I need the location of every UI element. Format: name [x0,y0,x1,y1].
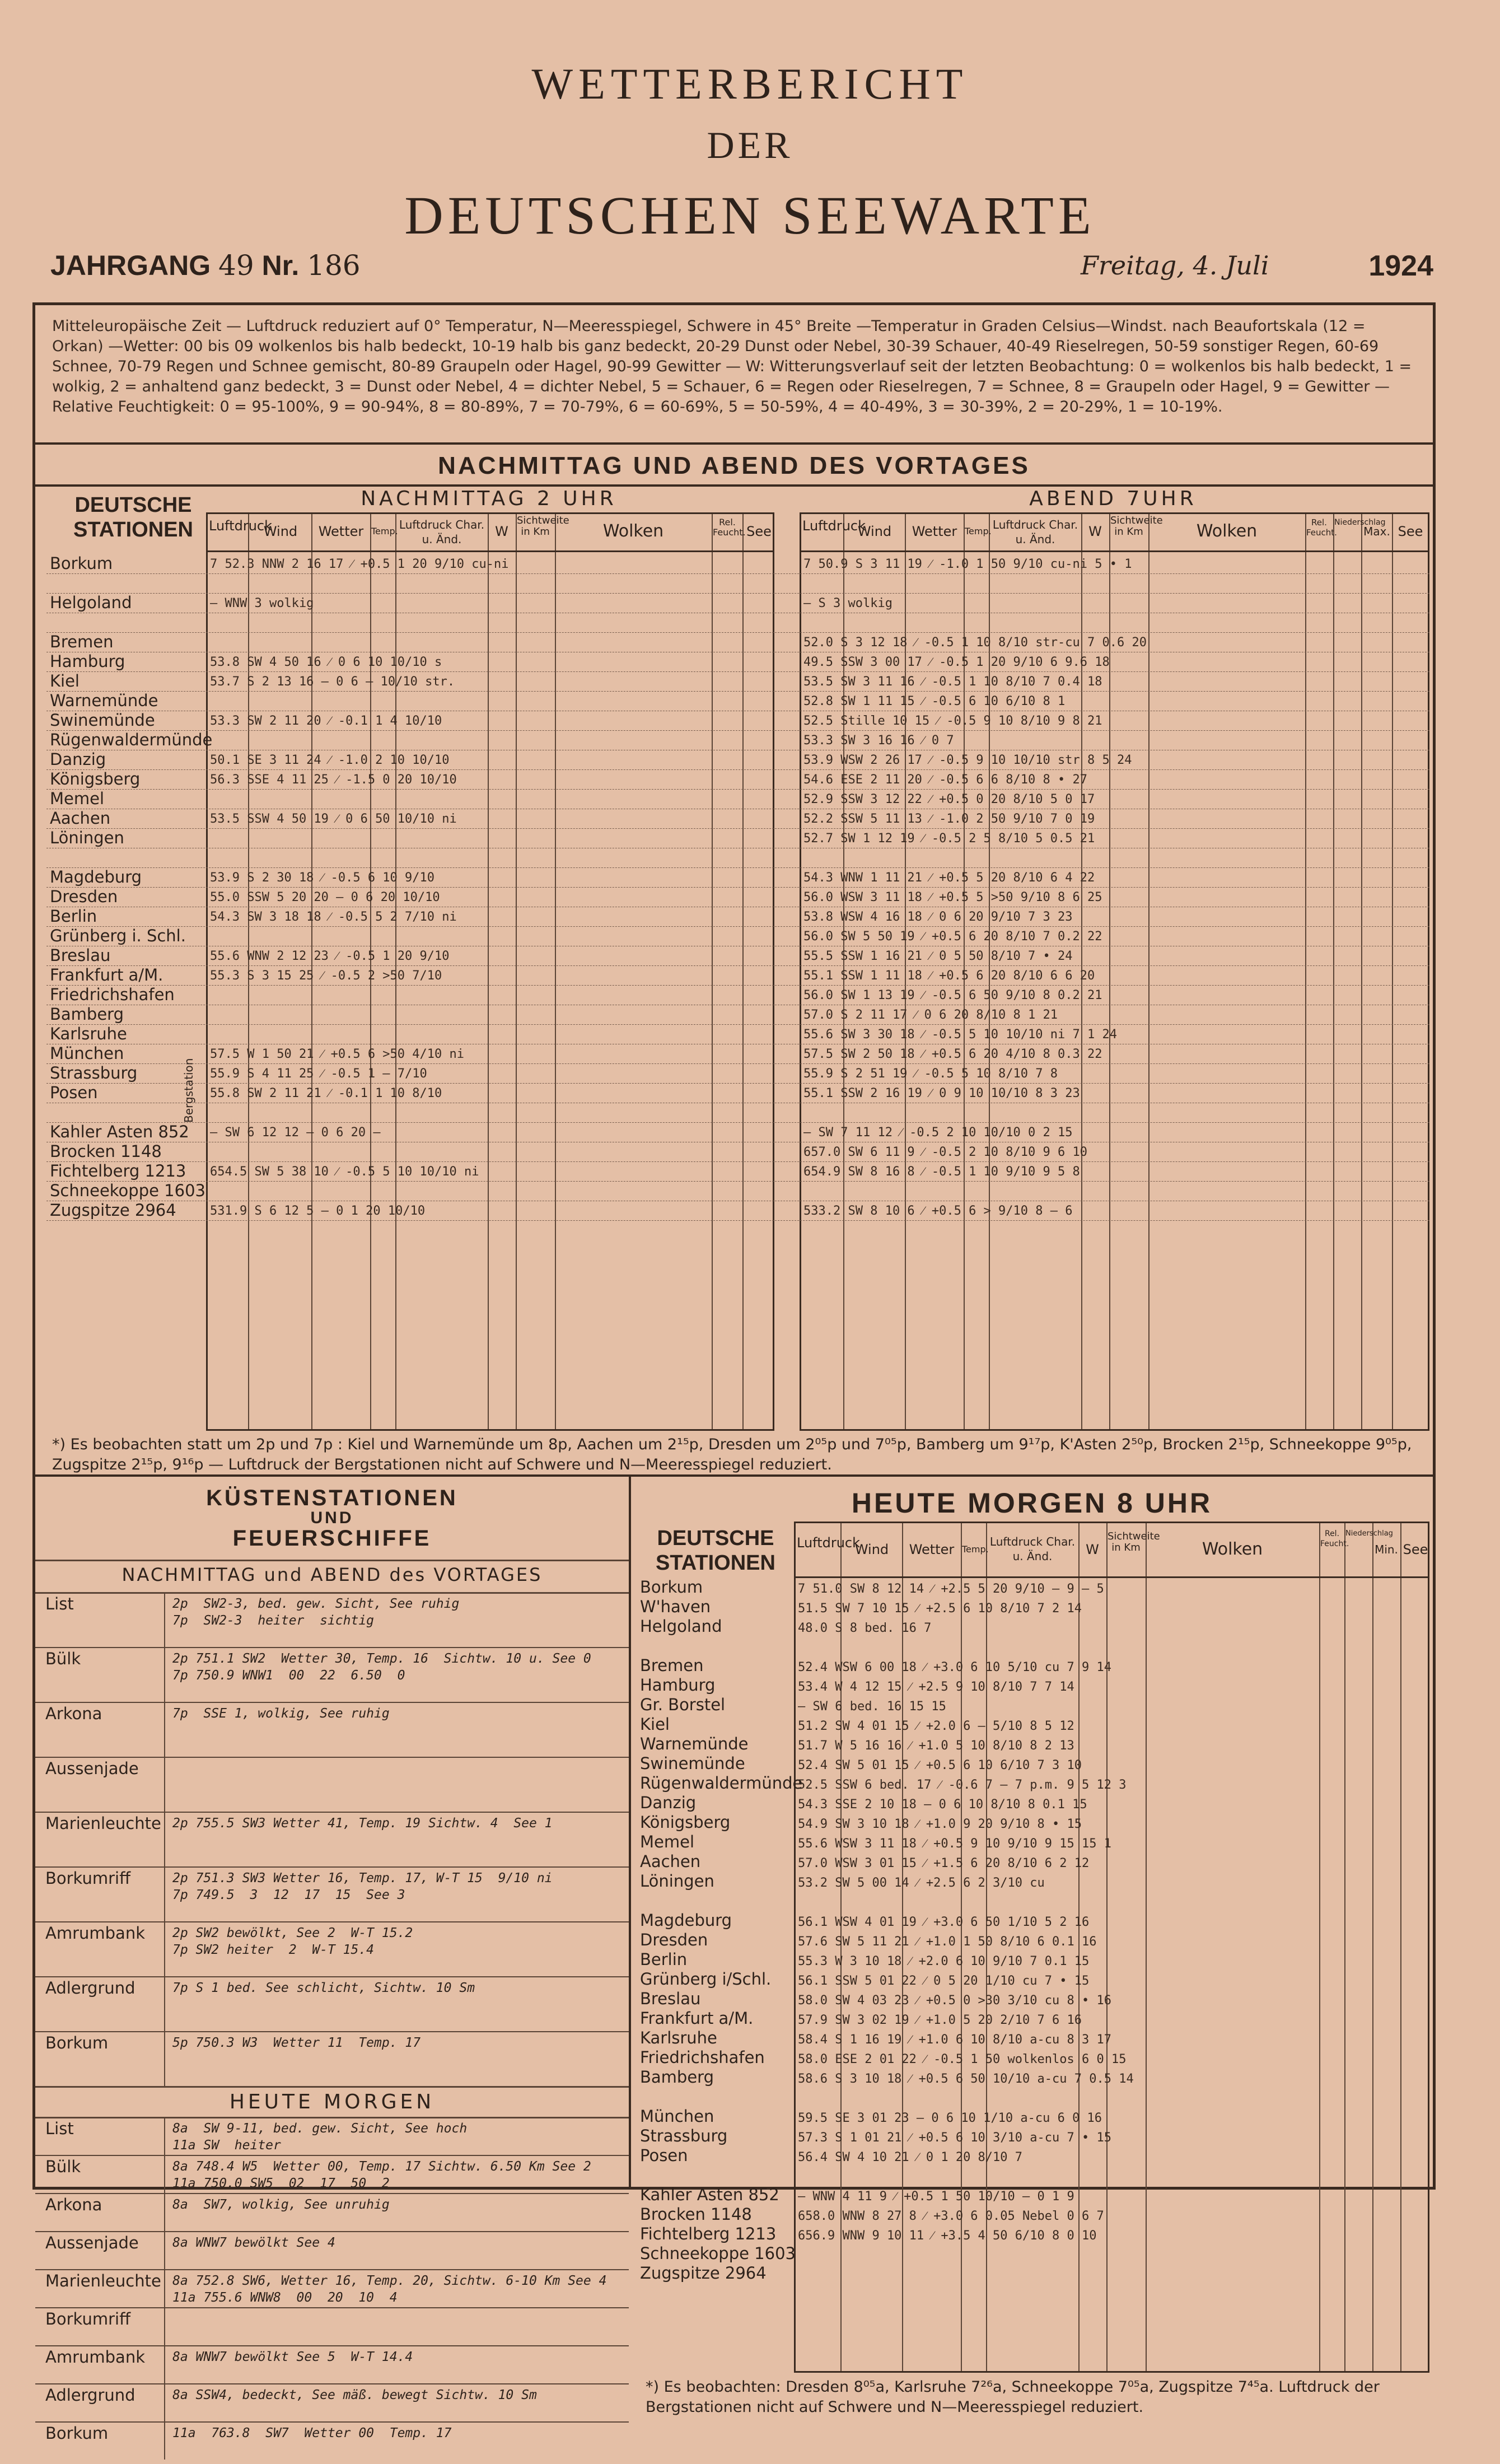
coast-heute-header: HEUTE MORGEN [229,2090,435,2113]
station-name [640,2166,791,2185]
station-name: Brocken 1148 [640,2205,752,2224]
table-row [803,1182,1147,1201]
table-row: 55.0 SSW 5 20 20 — 0 6 20 10/10 [210,890,440,904]
report-frame [32,302,1436,2443]
col-sichtweite: Sichtweite in Km [1110,515,1163,538]
table-row: — SW 7 11 12 ⁄ -0.5 2 10 10/10 0 2 15 [803,1126,1073,1140]
morning-footnote: *) Es beobachten: Dresden 8⁰⁵a, Karlsruhe 7²⁶a, Schneekoppe 7⁰⁵a, Zugspitze 7⁴⁵a. Luftdruck der Bergstationen nicht auf Schwere und N—Meeresspiegel reduziert. [646,2378,1380,2416]
coast-title-2: UND [310,1509,354,1527]
col-niederschlag: Niederschlag [1345,1529,1393,1538]
col-wolken: Wolken [1202,1539,1263,1559]
table-row: 56.0 WSW 3 11 18 ⁄ +0.5 5 >50 9/10 8 6 25 [803,890,1102,904]
table-row [210,790,508,809]
nr-label: Nr. [261,250,300,281]
table-row [798,2265,1134,2285]
table-row [210,848,508,868]
station-name: Königsberg [50,769,141,788]
station-name: Rügenwaldermünde [50,730,213,749]
table-row: 654.9 SW 8 16 8 ⁄ -0.5 1 10 9/10 9 5 8 [803,1165,1080,1179]
station-name: W'haven [640,1597,711,1616]
table-row: 52.4 WSW 6 00 18 ⁄ +3.0 6 10 5/10 cu 7 9 14 [798,1660,1111,1674]
table-row: 54.6 ESE 2 11 20 ⁄ -0.5 6 6 8/10 8 • 27 [803,773,1087,787]
station-name [50,573,207,593]
station-name: Kiel [640,1715,670,1734]
upper-section-title: NACHMITTAG UND ABEND DES VORTAGES [438,452,1030,479]
table-row [798,1893,1134,1912]
station-name: Zugspitze 2964 [50,1201,176,1220]
nachmittag-grid [206,512,774,1431]
station-name: Grünberg i/Schl. [640,1970,772,1989]
coast-station-name: Adlergrund [45,1978,135,1998]
col-wolken: Wolken [602,521,664,541]
table-row: — WNW 4 11 9 ⁄ +0.5 1 50 10/10 — 0 1 9 [798,2190,1074,2204]
coast-report-text: 11a 763.8 SW7 Wetter 00 Temp. 17 [172,2426,452,2440]
coast-report-text: 5p 750.3 W3 Wetter 11 Temp. 17 [172,2036,421,2050]
station-name: Hamburg [50,652,125,671]
table-row: 56.1 WSW 4 01 19 ⁄ +3.0 6 50 1/10 5 2 16 [798,1915,1090,1929]
table-row: 52.9 SSW 3 12 22 ⁄ +0.5 0 20 8/10 5 0 17 [803,792,1095,806]
table-row [798,1638,1134,1658]
col-rel-feucht: Rel. Feucht. [713,517,746,538]
station-name: Zugspitze 2964 [640,2264,767,2283]
coast-title-1: KÜSTENSTATIONEN [206,1486,458,1510]
nr-value: 186 [307,249,361,282]
station-name: Dresden [50,887,118,906]
col-sichtweite: Sichtweite in Km [517,515,569,538]
table-row: 656.9 WNW 9 10 11 ⁄ +3.5 4 50 6/10 8 0 10 [798,2229,1097,2243]
station-name: Schneekoppe 1603 [50,1181,205,1200]
station-name: Borkum [640,1578,703,1597]
station-name: Kahler Asten 852 [50,1122,189,1141]
coast-station-name: Marienleuchte [45,2271,161,2290]
station-name: Berlin [640,1950,688,1969]
col-max: Max. [1363,525,1390,538]
station-name: Aachen [640,1852,701,1871]
table-row: 53.7 S 2 13 16 — 0 6 — 10/10 str. [210,675,455,689]
table-row [803,1103,1147,1123]
issue-year: 1924 [1368,250,1433,282]
table-row [210,1005,508,1025]
col-wetter: Wetter [912,524,957,539]
table-row: 59.5 SE 3 01 23 — 0 6 10 1/10 a-cu 6 0 16 [798,2111,1102,2125]
table-row: — SW 6 bed. 16 15 15 [798,1700,946,1714]
legend-text: Mitteleuropäische Zeit — Luftdruck reduziert auf 0° Temperatur, N—Meeresspiegel, Schwere in 45° Breite —Temperatur in Graden Celsius—Windst. nach Beaufortskala (12 = Orkan) —Wetter: 00 bis 09 wolkenlos bis halb bedeckt, 10-19 halb bis ganz bedeckt, 20-29 Dunst oder Nebel, 30-39 Schauer, 40-49 Rieselregen, 50-59 sonstiger Regen, 60-69 Schnee, 70-79 Regen und Schnee gemischt, 80-89 Graupeln oder Hagel, 90-99 Gewitter — W: Witterungsverlauf seit der letzten Beobachtung: 0 = wolkenlos bis halb bedeckt, 1 = wolkig, 2 = anhaltend ganz bedeckt, 3 = Dunst oder Nebel, 4 = dichter Nebel, 5 = Schauer, 6 = Regen oder Rieselregen, 7 = Schnee, 8 = Graupeln oder Hagel, 9 = Gewitter — Relative Feuchtigkeit: 0 = 95-100%, 9 = 90-94%, 8 = 80-89%, 7 = 70-79%, 6 = 60-69%, 5 = 50-59%, 4 = 40-49%, 3 = 30-39%, 2 = 20-29%, 1 = 10-19%. [52,318,1412,416]
coast-station-name: Amrumbank [45,1924,145,1943]
table-row [210,633,508,652]
station-name: Dresden [640,1930,708,1949]
nachmittag-values [210,554,508,1221]
station-name: Löningen [50,828,124,847]
table-row: 55.6 SW 3 30 18 ⁄ -0.5 5 10 10/10 ni 7 1 24 [803,1028,1117,1042]
coast-station-name: Borkum [45,2033,109,2052]
station-name: Löningen [640,1872,714,1891]
station-name: Posen [50,1083,98,1102]
morning-values [798,1579,1134,2285]
table-row: 58.4 S 1 16 19 ⁄ +1.0 6 10 8/10 a-cu 8 3 17 [798,2033,1111,2047]
table-row: 52.2 SSW 5 11 13 ⁄ -1.0 2 50 9/10 7 0 19 [803,812,1095,826]
station-name [50,848,207,867]
station-name: Strassburg [640,2126,728,2145]
coast-station-name: Bülk [45,2157,81,2176]
table-row: 53.2 SW 5 00 14 ⁄ +2.5 6 2 3/10 cu [798,1876,1045,1890]
station-name: Hamburg [640,1676,716,1695]
table-row: 50.1 SE 3 11 24 ⁄ -1.0 2 10 10/10 [210,753,450,767]
station-name: Rügenwaldermünde [640,1774,803,1793]
table-row: 55.6 WNW 2 12 23 ⁄ -0.5 1 20 9/10 [210,949,450,963]
table-row [210,1142,508,1162]
station-name: Swinemünde [640,1754,745,1773]
table-row: 56.4 SW 4 10 21 ⁄ 0 1 20 8/10 7 [798,2150,1023,2164]
col-wind: Wind [857,524,892,539]
station-name: Magdeburg [640,1911,732,1930]
col-rel-feucht: Rel. Feucht. [1306,517,1337,538]
table-row: 51.7 W 5 16 16 ⁄ +1.0 5 10 8/10 8 2 13 [798,1739,1074,1753]
coast-title [35,1486,629,1551]
bergstation-label: Bergstation [182,1058,195,1123]
morning-station-list [640,1578,803,2283]
table-row [210,927,508,946]
table-row: 52.0 S 3 12 18 ⁄ -0.5 1 10 8/10 str-cu 7 0.6 20 [803,636,1147,650]
table-row: 52.8 SW 1 11 15 ⁄ -0.5 6 10 6/10 8 1 [803,694,1066,708]
station-name: Frankfurt a/M. [640,2009,754,2028]
station-name: Karlsruhe [50,1024,127,1043]
col-see: See [1398,524,1423,539]
station-name: Danzig [50,750,106,769]
table-row [798,2089,1134,2108]
table-row: 55.9 S 2 51 19 ⁄ -0.5 5 10 8/10 7 8 [803,1067,1058,1081]
station-name: Breslau [50,946,111,965]
table-row: 49.5 SSW 3 00 17 ⁄ -0.5 1 20 9/10 6 9.6 18 [803,655,1110,669]
table-row: 53.4 W 4 12 15 ⁄ +2.5 9 10 8/10 7 7 14 [798,1680,1074,1694]
table-row: 55.3 W 3 10 18 ⁄ +2.0 6 10 9/10 7 0.1 15 [798,1954,1090,1968]
table-row: 53.8 SW 4 50 16 ⁄ 0 6 10 10/10 s [210,655,442,669]
table-row: 54.3 SW 3 18 18 ⁄ -0.5 5 2 7/10 ni [210,910,457,924]
coast-report-text: 7p S 1 bed. See schlicht, Sichtw. 10 Sm [172,1981,475,1995]
station-name: Schneekoppe 1603 [640,2244,796,2263]
station-name: Königsberg [640,1813,731,1832]
upper-stations-header: DEUTSCHE STATIONEN [73,493,193,542]
col-sichtweite: Sichtweite in Km [1108,1530,1160,1553]
table-row: 7 52.3 NNW 2 16 17 ⁄ +0.5 1 20 9/10 cu-ni [210,557,509,571]
col-rel-feucht: Rel. Feucht. [1320,1529,1349,1548]
col-wetter: Wetter [318,524,364,539]
table-row [210,1025,508,1044]
divider [35,1474,1433,1477]
table-row: 53.3 SW 2 11 20 ⁄ -0.1 1 4 10/10 [210,714,442,728]
table-row: 52.4 SW 5 01 15 ⁄ +0.5 6 10 6/10 7 3 10 [798,1758,1082,1772]
table-row [803,574,1147,594]
col-w: W [1086,1542,1099,1557]
table-row: 54.3 SSE 2 10 18 — 0 6 10 8/10 8 0.1 15 [798,1798,1087,1812]
col-luftdruck: Luftdruck [802,518,866,534]
coast-station-name: Bülk [45,1649,81,1668]
table-row: 52.5 SSW 6 bed. 17 ⁄ -0.6 7 — 7 p.m. 9 5 12 3 [798,1778,1127,1792]
divider [35,484,1433,487]
table-row: 7 50.9 S 3 11 19 ⁄ -1.0 1 50 9/10 cu-ni 5 • 1 [803,557,1132,571]
station-name: Strassburg [50,1063,138,1082]
table-row: 7 51.0 SW 8 12 14 ⁄ +2.5 5 20 9/10 — 9 — 5 [798,1582,1104,1596]
station-name: Kiel [50,671,80,690]
station-name: Kahler Asten 852 [640,2185,779,2204]
table-row [798,2167,1134,2187]
coast-report-text: 2p SW2 bewölkt, See 2 W-T 15.2 7p SW2 heiter 2 W-T 15.4 [172,1926,413,1957]
table-row: 55.5 SSW 1 16 21 ⁄ 0 5 50 8/10 7 • 24 [803,949,1073,963]
divider [629,1474,631,2187]
station-name: Warnemünde [640,1734,749,1753]
station-name: Bremen [640,1656,704,1675]
table-row: 57.0 S 2 11 17 ⁄ 0 6 20 8/10 8 1 21 [803,1008,1058,1022]
table-row: 54.9 SW 3 10 18 ⁄ +1.0 9 20 9/10 8 • 15 [798,1817,1082,1831]
col-niederschlag: Niederschlag [1334,518,1386,527]
table-row: 654.5 SW 5 38 10 ⁄ -0.5 5 10 10/10 ni [210,1165,479,1179]
table-row: — WNW 3 wolkig [210,596,314,610]
station-name: München [640,2107,714,2126]
coast-report-text: 2p SW2-3, bed. gew. Sicht, See ruhig 7p SW2-3 heiter sichtig [172,1597,460,1628]
table-row: 56.3 SSE 4 11 25 ⁄ -1.5 0 20 10/10 [210,773,457,787]
col-w: W [495,524,508,539]
coast-station-name: Arkona [45,2195,102,2214]
table-row: 51.2 SW 4 01 15 ⁄ +2.0 6 — 5/10 8 5 12 [798,1719,1074,1733]
station-name [640,1636,791,1656]
station-name: Friedrichshafen [50,985,175,1004]
station-name: Karlsruhe [640,2028,717,2047]
table-row: 52.5 Stille 10 15 ⁄ -0.5 9 10 8/10 9 8 21 [803,714,1102,728]
table-row: 57.9 SW 3 02 19 ⁄ +1.0 5 20 2/10 7 6 16 [798,2013,1082,2027]
station-name: Helgoland [50,593,132,612]
coast-station-name: Marienleuchte [45,1814,161,1833]
station-name: Friedrichshafen [640,2048,765,2067]
table-row: 58.0 ESE 2 01 22 ⁄ -0.5 1 50 wolkenlos 6 0 15 [798,2052,1127,2066]
issue-line [50,249,1433,288]
table-row: 54.3 WNW 1 11 21 ⁄ +0.5 5 20 8/10 6 4 22 [803,871,1095,885]
table-row: 58.0 SW 4 03 23 ⁄ +0.5 0 >30 3/10 cu 8 • 16 [798,1994,1111,2008]
table-row: 55.8 SW 2 11 21 ⁄ -0.1 1 10 8/10 [210,1086,442,1100]
table-row: 51.5 SW 7 10 15 ⁄ +2.5 6 10 8/10 7 2 14 [798,1602,1082,1616]
col-see: See [1403,1542,1428,1557]
table-row [803,848,1147,868]
coast-report-text: 8a WNW7 bewölkt See 4 [172,2236,335,2250]
table-row: 57.5 W 1 50 21 ⁄ +0.5 6 >50 4/10 ni [210,1047,465,1061]
masthead-title-line-1: WETTERBERICHT [531,59,969,108]
table-row: 56.0 SW 1 13 19 ⁄ -0.5 6 50 9/10 8 0.2 21 [803,988,1102,1002]
col-luftdruck-char: Luftdruck Char. u. Änd. [989,1535,1076,1563]
col-w: W [1088,524,1102,539]
jahrgang-label: JAHRGANG [50,250,211,281]
table-row: 55.1 SSW 1 11 18 ⁄ +0.5 6 20 8/10 6 6 20 [803,969,1095,983]
masthead-title-line-3: DEUTSCHEN SEEWARTE [404,185,1096,245]
morning-title: HEUTE MORGEN 8 UHR [851,1487,1213,1519]
station-name: Aachen [50,809,111,828]
masthead [0,59,1500,246]
coast-station-name: Aussenjade [45,2233,139,2252]
table-row: 57.5 SW 2 50 18 ⁄ +0.5 6 20 4/10 8 0.3 22 [803,1047,1102,1061]
coast-station-name: Arkona [45,1704,102,1723]
table-row: 53.9 S 2 30 18 ⁄ -0.5 6 10 9/10 [210,871,435,885]
table-row: 57.3 S 1 01 21 ⁄ +0.5 6 10 3/10 a-cu 7 • 15 [798,2131,1111,2145]
coast-vortag-table [35,1592,629,2090]
table-row: 55.6 WSW 3 11 18 ⁄ +0.5 9 10 9/10 9 15 15 1 [798,1837,1111,1851]
upper-footnote: *) Es beobachten statt um 2p und 7p : Kiel und Warnemünde um 8p, Aachen um 2¹⁵p, Dresden um 2⁰⁵p und 7⁰⁵p, Bamberg um 9¹⁷p, K'Asten 2⁵⁰p, Brocken 2¹⁵p, Schneekoppe 9⁰⁵p, Zugspitze 2¹⁵p, 9¹⁶p — Luftdruck der Bergstationen nicht auf Schwere und N—Meeresspiegel reduziert. [52,1436,1412,1473]
table-row: — SW 6 12 12 — 0 6 20 — [210,1126,381,1140]
station-name: München [50,1044,124,1063]
table-row: 57.6 SW 5 11 21 ⁄ +1.0 1 50 8/10 6 0.1 16 [798,1935,1097,1949]
col-luftdruck: Luftdruck [797,1535,861,1551]
station-name: Helgoland [640,1617,722,1636]
coast-station-name: Borkumriff [45,2309,131,2328]
station-name [50,613,207,632]
col-see: See [746,524,772,539]
col-temp: Temp. [962,1544,989,1555]
col-luftdruck: Luftdruck [209,518,273,534]
station-name: Bamberg [640,2068,714,2087]
station-name: Berlin [50,907,97,926]
issue-date: Freitag, 4. Juli [1081,250,1269,281]
table-row: 657.0 SW 6 11 9 ⁄ -0.5 2 10 8/10 9 6 10 [803,1145,1087,1159]
table-row [210,613,508,633]
table-row: 58.6 S 3 10 18 ⁄ +0.5 6 50 10/10 a-cu 7 0.5 14 [798,2072,1134,2086]
table-row: 533.2 SW 8 10 6 ⁄ +0.5 6 > 9/10 8 — 6 [803,1204,1073,1218]
table-row: 53.5 SSW 4 50 19 ⁄ 0 6 50 10/10 ni [210,812,457,826]
col-temp: Temp. [965,526,992,536]
coast-station-name: Amrumbank [45,2348,145,2367]
coast-report-text: 8a SSW4, bedeckt, See mäß. bewegt Sichtw. 10 Sm [172,2388,537,2402]
station-name: Posen [640,2146,688,2165]
station-name: Fichtelberg 1213 [50,1161,186,1180]
table-row: 53.9 WSW 2 26 17 ⁄ -0.5 9 10 10/10 str 8 5 24 [803,753,1132,767]
station-name: Swinemünde [50,711,155,730]
nachmittag-header: NACHMITTAG 2 UHR [361,487,617,510]
col-min: Min. [1375,1543,1398,1556]
station-name: Bremen [50,632,114,651]
table-row: 48.0 S 8 bed. 16 7 [798,1621,932,1635]
coast-station-name: Borkum [45,2424,109,2443]
table-row: 53.3 SW 3 16 16 ⁄ 0 7 [803,734,954,748]
coast-station-name: Adlergrund [45,2386,135,2405]
station-name: Memel [50,789,105,808]
col-wind: Wind [854,1542,889,1557]
coast-report-text: 8a SW7, wolkig, See unruhig [172,2197,390,2212]
divider [35,442,1433,445]
table-row [210,574,508,594]
table-row: 56.0 SW 5 50 19 ⁄ +0.5 6 20 8/10 7 0.2 22 [803,930,1102,944]
coast-report-text: 2p 755.5 SW3 Wetter 41, Temp. 19 Sichtw. 4 See 1 [172,1816,553,1831]
table-row [798,2246,1134,2265]
station-name: Danzig [640,1793,697,1812]
station-name: Frankfurt a/M. [50,965,163,984]
table-row: 56.1 SSW 5 01 22 ⁄ 0 5 20 1/10 cu 7 • 15 [798,1974,1090,1988]
station-name: Bamberg [50,1005,124,1024]
table-row [210,731,508,750]
station-name: Magdeburg [50,867,142,886]
table-row: 55.3 S 3 15 25 ⁄ -0.5 2 >50 7/10 [210,969,442,983]
table-row: 531.9 S 6 12 5 — 0 1 20 10/10 [210,1204,426,1218]
station-name: Grünberg i. Schl. [50,926,186,945]
coast-title-3: FEUERSCHIFFE [232,1526,432,1551]
table-row [210,829,508,848]
table-row: 53.8 WSW 4 16 18 ⁄ 0 6 20 9/10 7 3 23 [803,910,1073,924]
coast-station-name: List [45,2119,74,2138]
coast-report-text: 8a 748.4 W5 Wetter 00, Temp. 17 Sichtw. 6.50 Km See 2 11a 750.0 SW5 02 17 50 2 [172,2159,591,2191]
coast-vortag-header: NACHMITTAG und ABEND des VORTAGES [122,1564,543,1585]
coast-report-text: 2p 751.1 SW2 Wetter 30, Temp. 16 Sichtw. 10 u. See 0 7p 750.9 WNW1 00 22 6.50 0 [172,1651,591,1683]
station-name: Breslau [640,1989,701,2008]
table-row [210,692,508,711]
station-name [640,1891,791,1911]
table-row [210,1103,508,1123]
table-row: — S 3 wolkig [803,596,892,610]
coast-report-text: 8a 752.8 SW6, Wetter 16, Temp. 20, Sichtw. 6-10 Km See 4 11a 755.6 WNW8 00 20 10 4 [172,2274,607,2305]
table-row [210,986,508,1005]
coast-report-text: 8a WNW7 bewölkt See 5 W-T 14.4 [172,2350,413,2364]
col-wetter: Wetter [909,1542,955,1557]
morning-stations-header: DEUTSCHE STATIONEN [656,1527,775,1575]
abend-grid [800,512,1429,1431]
morning-grid [794,1522,1429,2373]
table-row: 52.7 SW 1 12 19 ⁄ -0.5 2 5 8/10 5 0.5 21 [803,832,1095,846]
masthead-title-line-2: DER [707,124,793,166]
station-name: Fichtelberg 1213 [640,2224,777,2243]
table-row [803,613,1147,633]
station-name: Brocken 1148 [50,1142,162,1161]
station-name: Gr. Borstel [640,1695,726,1714]
station-name [640,2087,791,2107]
table-row: 53.5 SW 3 11 16 ⁄ -0.5 1 10 8/10 7 0.4 18 [803,675,1102,689]
col-luftdruck-char: Luftdruck Char. u. Änd. [399,518,485,546]
issue-number [50,249,361,282]
coast-station-name: List [45,1594,74,1613]
abend-values [803,554,1147,1221]
table-row [210,1182,508,1201]
coast-station-name: Aussenjade [45,1759,139,1778]
table-row: 57.0 WSW 3 01 15 ⁄ +1.5 6 20 8/10 6 2 12 [798,1856,1090,1870]
station-name: Warnemünde [50,691,158,710]
table-row: 658.0 WNW 8 27 8 ⁄ +3.0 6 0.05 Nebel 0 6 7 [798,2209,1104,2223]
coast-report-text: 7p SSE 1, wolkig, See ruhig [172,1706,390,1721]
jahrgang-value: 49 [218,249,254,282]
col-luftdruck-char: Luftdruck Char. u. Änd. [992,518,1078,546]
station-name: Memel [640,1832,695,1851]
coast-report-text: 8a SW 9-11, bed. gew. Sicht, See hoch 11a SW heiter [172,2121,468,2153]
table-row: 55.1 SSW 2 16 19 ⁄ 0 9 10 10/10 8 3 23 [803,1086,1080,1100]
station-name: Borkum [50,554,113,573]
abend-header: ABEND 7UHR [1029,487,1197,510]
coast-station-name: Borkumriff [45,1869,131,1888]
col-temp: Temp. [371,526,398,536]
col-wolken: Wolken [1196,521,1258,541]
table-row: 55.9 S 4 11 25 ⁄ -0.5 1 — 7/10 [210,1067,427,1081]
col-wind: Wind [263,524,298,539]
coast-heute-table [35,2117,629,2464]
coast-report-text: 2p 751.3 SW3 Wetter 16, Temp. 17, W-T 15 9/10 ni 7p 749.5 3 12 17 15 See 3 [172,1871,553,1902]
